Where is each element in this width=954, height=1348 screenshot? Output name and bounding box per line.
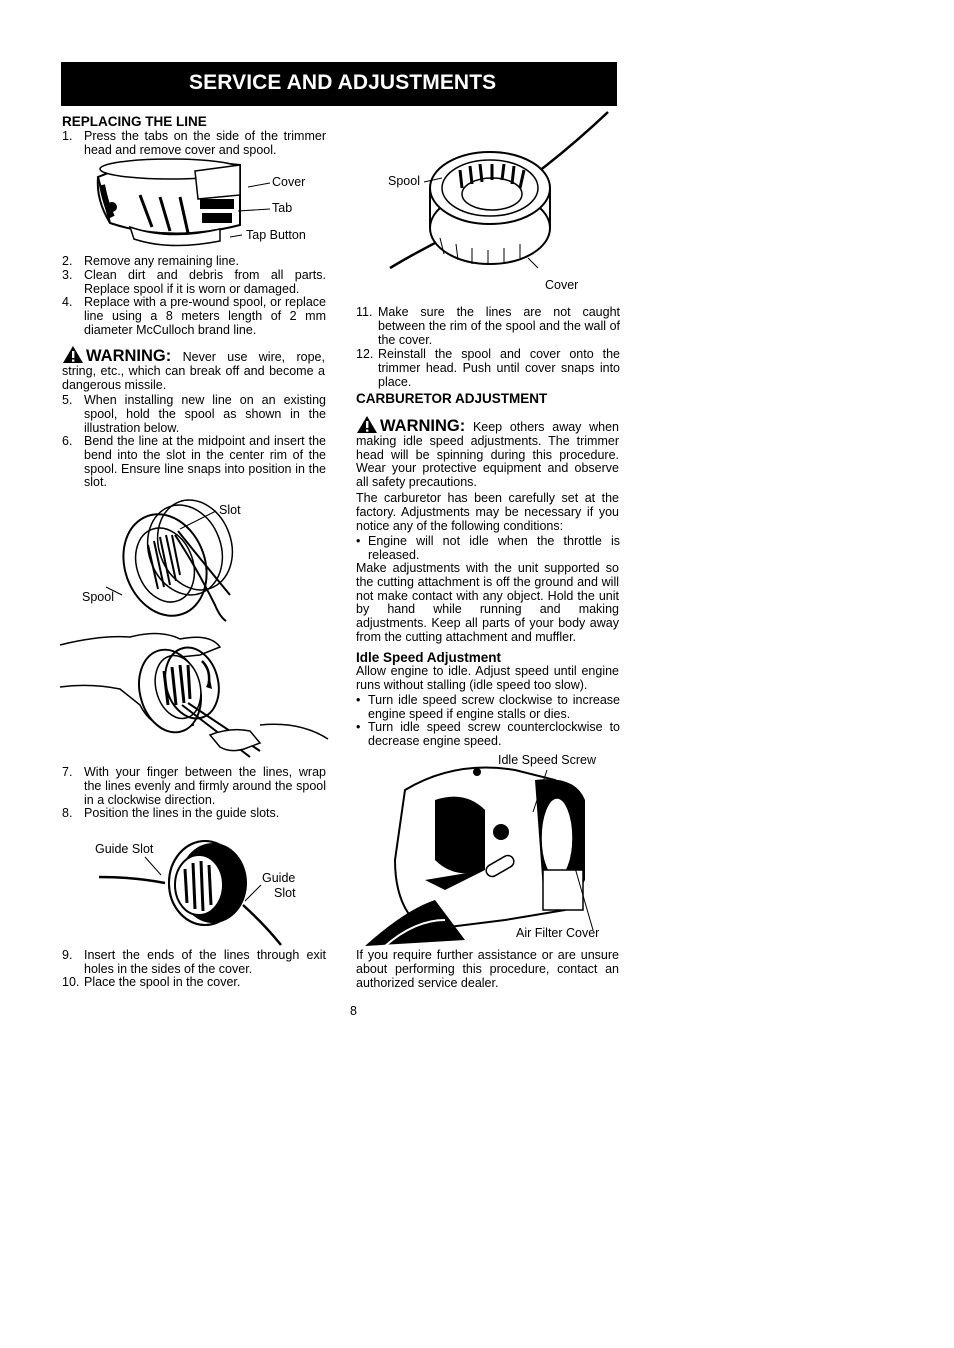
- warning-label: WARNING:: [86, 347, 172, 365]
- step-number: 5.: [62, 393, 73, 407]
- engine-illustration: [365, 760, 595, 946]
- step-number: 7.: [62, 765, 73, 779]
- list-item: [62, 296, 326, 338]
- list-item: [356, 535, 620, 563]
- step-text: With your finger between the lines, wrap the lines evenly and firmly around the spool in a clockwise direction.: [84, 765, 326, 807]
- step-number: 2.: [62, 254, 73, 268]
- warning-block: [62, 345, 325, 392]
- step-text: Replace with a pre-wound spool, or replace line using a 8 meters length of 2 mm diameter McCulloch brand line.: [84, 295, 326, 337]
- list-item: [62, 255, 326, 269]
- fig-label-tap-button: Tap Button: [246, 228, 306, 242]
- bullet: •: [356, 534, 361, 548]
- list-item: [62, 435, 326, 491]
- step-number: 6.: [62, 434, 73, 448]
- step-number: 3.: [62, 268, 73, 282]
- bullet-text: Engine will not idle when the throttle is released.: [368, 534, 620, 562]
- list-item: [62, 394, 326, 436]
- spool-in-cover-illustration: [400, 108, 620, 288]
- step-text: Bend the line at the midpoint and insert the bend into the slot in the center rim of the spool. Ensure line snaps into position in the slot.: [84, 434, 326, 490]
- list-item: [62, 269, 326, 297]
- bullet: •: [356, 693, 361, 707]
- step-number: 10.: [62, 975, 80, 989]
- bullet: •: [356, 720, 361, 734]
- step-text: Place the spool in the cover.: [84, 975, 241, 989]
- carburetor-paragraph: The carburetor has been carefully set at the factory. Adjustments may be necessary if you notice any of the following conditions:: [356, 491, 619, 533]
- warning-block: [356, 415, 619, 490]
- fig-label-tab: Tab: [272, 201, 293, 215]
- step-text: Reinstall the spool and cover onto the trimmer head. Push until cover snaps into place.: [378, 347, 620, 389]
- step-number: 11.: [356, 305, 373, 319]
- step-text: When installing new line on an existing spool, hold the spool as shown in the illustration below.: [84, 393, 326, 435]
- fig-label-guide: Guide: [262, 871, 296, 885]
- warning-text: Never use wire, rope, string, etc., which can break off and become a dangerous missile.: [62, 350, 325, 392]
- list-item: [62, 949, 326, 977]
- list-item: [62, 807, 326, 821]
- step-text: Make sure the lines are not caught between the rim of the spool and the wall of the cover.: [378, 305, 620, 347]
- idle-speed-text: Allow engine to idle. Adjust speed until engine runs without stalling (idle speed too slow).: [356, 664, 619, 692]
- fig-label-slot: Slot: [219, 503, 241, 517]
- adjustment-paragraph: Make adjustments with the unit supported so the cutting attachment is off the ground and will not make contact with any object. Hold the unit by hand while running and making adjustments. Keep all parts of your body away from the cutting attachment and muffler.: [356, 561, 619, 644]
- step-number: 9.: [62, 948, 73, 962]
- step-text: Position the lines in the guide slots.: [84, 806, 280, 820]
- fig-label-spool: Spool: [388, 174, 420, 188]
- bullet-text: Turn idle speed screw counterclockwise to decrease engine speed.: [368, 720, 620, 748]
- fig-label-slot-2: Slot: [274, 886, 296, 900]
- warning-triangle-icon: [62, 345, 84, 364]
- list-item: [356, 306, 620, 348]
- step-text: Remove any remaining line.: [84, 254, 239, 268]
- step-text: Insert the ends of the lines through exit holes in the sides of the cover.: [84, 948, 326, 976]
- list-item: [356, 721, 620, 749]
- fig-label-idle-screw: Idle Speed Screw: [498, 753, 596, 767]
- list-item: [62, 766, 326, 808]
- fig-label-cover: Cover: [272, 175, 306, 189]
- step-text: Clean dirt and debris from all parts. Replace spool if it is worn or damaged.: [84, 268, 326, 296]
- section-banner: [61, 62, 617, 106]
- replacing-line-heading: REPLACING THE LINE: [62, 114, 207, 129]
- fig-label-air-filter: Air Filter Cover: [516, 926, 600, 940]
- list-item: [356, 694, 620, 722]
- warning-label: WARNING:: [380, 417, 466, 435]
- fig-label-spool: Spool: [82, 590, 114, 604]
- step-text: Press the tabs on the side of the trimmer head and remove cover and spool.: [84, 129, 326, 157]
- list-item: [62, 130, 326, 158]
- page-title: SERVICE AND ADJUSTMENTS: [189, 71, 497, 94]
- step-number: 8.: [62, 806, 73, 820]
- list-item: [356, 348, 620, 390]
- list-item: [62, 976, 326, 990]
- page-number: 8: [350, 1004, 357, 1018]
- step-number: 4.: [62, 295, 73, 309]
- closing-paragraph: If you require further assistance or are unsure about performing this procedure, contact an authorized service dealer.: [356, 948, 619, 990]
- idle-speed-heading: Idle Speed Adjustment: [356, 650, 502, 665]
- bullet-text: Turn idle speed screw clockwise to increase engine speed if engine stalls or dies.: [368, 693, 620, 721]
- warning-triangle-icon: [356, 415, 378, 434]
- step-number: 1.: [62, 129, 73, 143]
- hand-winding-illustration: [60, 625, 330, 765]
- warning-text: Keep others away when making idle speed adjustments. The trimmer head will be spinning during this procedure. Wear your protective equipment and observe all safety precautions.: [356, 420, 619, 490]
- step-number: 12.: [356, 347, 374, 361]
- fig-label-cover: Cover: [545, 278, 579, 292]
- carburetor-heading: CARBURETOR ADJUSTMENT: [356, 391, 548, 406]
- fig-label-guide-slot: Guide Slot: [95, 842, 154, 856]
